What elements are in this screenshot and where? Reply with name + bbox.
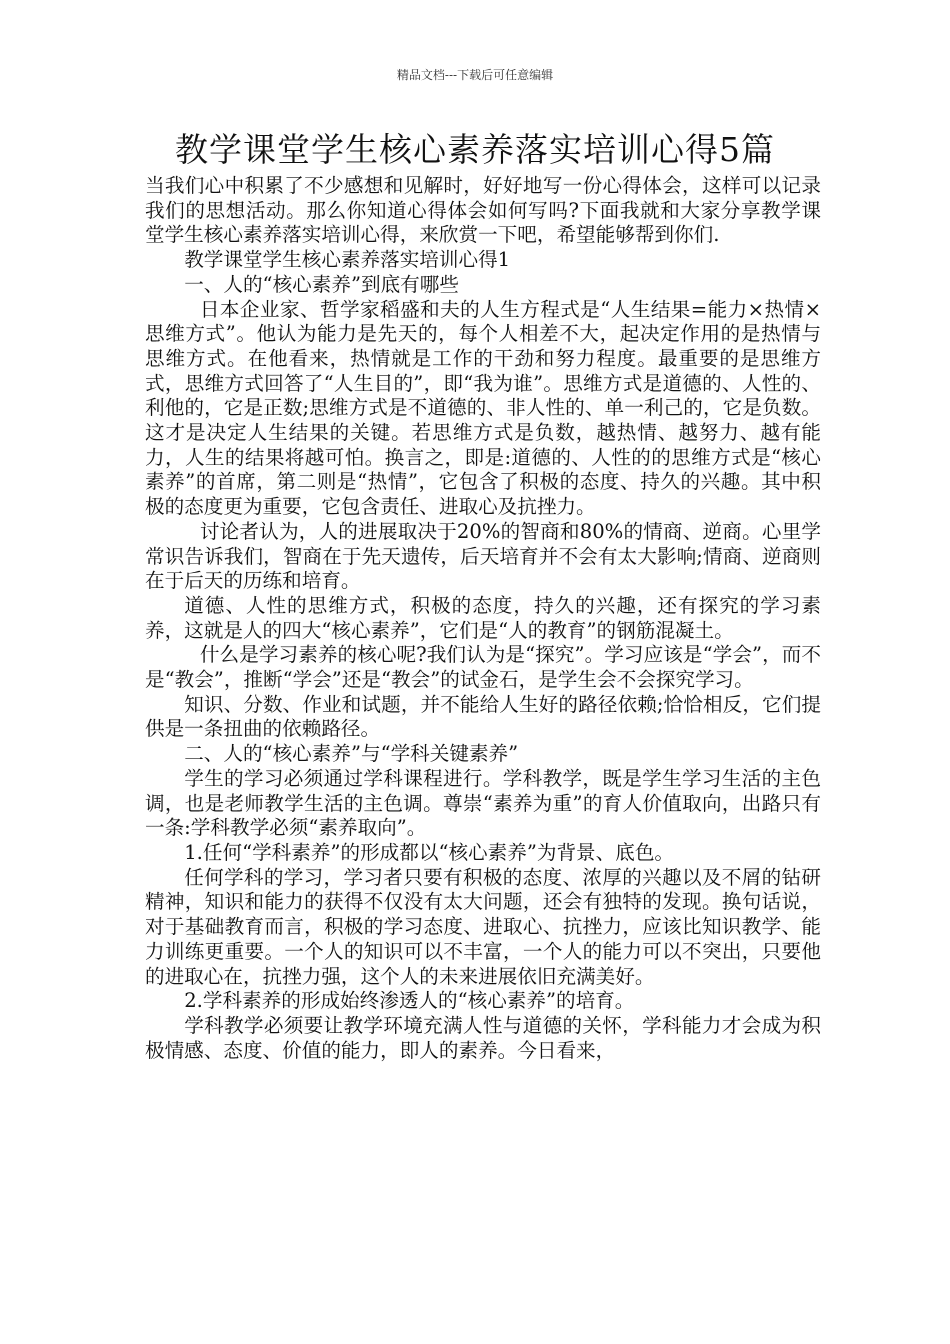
document-body — [145, 174, 821, 1063]
paragraph-8: 学科教学必须要让教学环境充满人性与道德的关怀，学科能力才会成为积极情感、态度、价值的能力，即人的素养。今日看来， — [145, 1013, 821, 1062]
list-item-2: 2.学科素养的形成始终渗透人的“核心素养”的培育。 — [184, 989, 635, 1013]
intro-paragraph: 当我们心中积累了不少感想和见解时，好好地写一份心得体会，这样可以记录我们的思想活动。那么你知道心得体会如何写吗?下面我就和大家分享教学课堂学生核心素养落实培训心得，来欣赏一下吧，希望能够帮到你们. — [145, 174, 821, 247]
paragraph-7: 任何学科的学习，学习者只要有积极的态度、浓厚的兴趣以及不屑的钻研精神，知识和能力的获得不仅没有太大问题，还会有独特的发现。换句话说，对于基础教育而言，积极的学习态度、进取心、抗挫力，应该比知识教学、能力训练更重要。一个人的知识可以不丰富，一个人的能力可以不突出，只要他的进取心在，抗挫力强，这个人的未来进展依旧充满美好。 — [145, 865, 821, 988]
document-title: 教学课堂学生核心素养落实培训心得5篇 — [175, 130, 775, 169]
section-heading-2: 二、人的“核心素养”与“学科关键素养” — [184, 742, 519, 766]
paragraph-2: 讨论者认为，人的进展取决于20%的智商和80%的情商、逆商。心里学常识告诉我们，智商在于先天遗传，后天培育并不会有太大影响;情商、逆商则在于后天的历练和培育。 — [145, 519, 821, 593]
paragraph-4: 什么是学习素养的核心呢?我们认为是“探究”。学习应该是“学会”，而不是“教会”，推断“学会”还是“教会”的试金石，是学生会不会探究学习。 — [145, 643, 821, 692]
list-item-1: 1.任何“学科素养”的形成都以“核心素养”为背景、底色。 — [184, 840, 675, 864]
article-subtitle: 教学课堂学生核心素养落实培训心得1 — [184, 248, 511, 272]
paragraph-3: 道德、人性的思维方式，积极的态度，持久的兴趣，还有探究的学习素养，这就是人的四大“核心素养”，它们是“人的教育”的钢筋混凝土。 — [145, 593, 821, 642]
paragraph-6: 学生的学习必须通过学科课程进行。学科教学，既是学生学习生活的主色调，也是老师教学生活的主色调。尊崇“素养为重”的育人价值取向，出路只有一条:学科教学必须“素养取向”。 — [145, 766, 821, 840]
page-header-note: 精品文档---下载后可任意编辑 — [396, 68, 554, 82]
paragraph-1: 日本企业家、哲学家稻盛和夫的人生方程式是“人生结果=能力×热情×思维方式”。他认为能力是先天的，每个人相差不大，起决定作用的是热情与思维方式。在他看来，热情就是工作的干劲和努力程度。最重要的是思维方式，思维方式回答了“人生目的”，即“我为谁”。思维方式是道德的、人性的、利他的，它是正数;思维方式是不道德的、非人性的、单一利己的，它是负数。这才是决定人生结果的关键。若思维方式是负数，越热情、越努力、越有能力，人生的结果将越可怕。换言之，即是:道德的、人性的的思维方式是“核心素养”的首席，第二则是“热情”，它包含了积极的态度、持久的兴趣。其中积极的态度更为重要，它包含责任、进取心及抗挫力。 — [145, 297, 821, 519]
section-heading-1: 一、人的“核心素养”到底有哪些 — [184, 272, 459, 296]
paragraph-5: 知识、分数、作业和试题，并不能给人生好的路径依赖;恰恰相反，它们提供是一条扭曲的依赖路径。 — [145, 692, 821, 741]
